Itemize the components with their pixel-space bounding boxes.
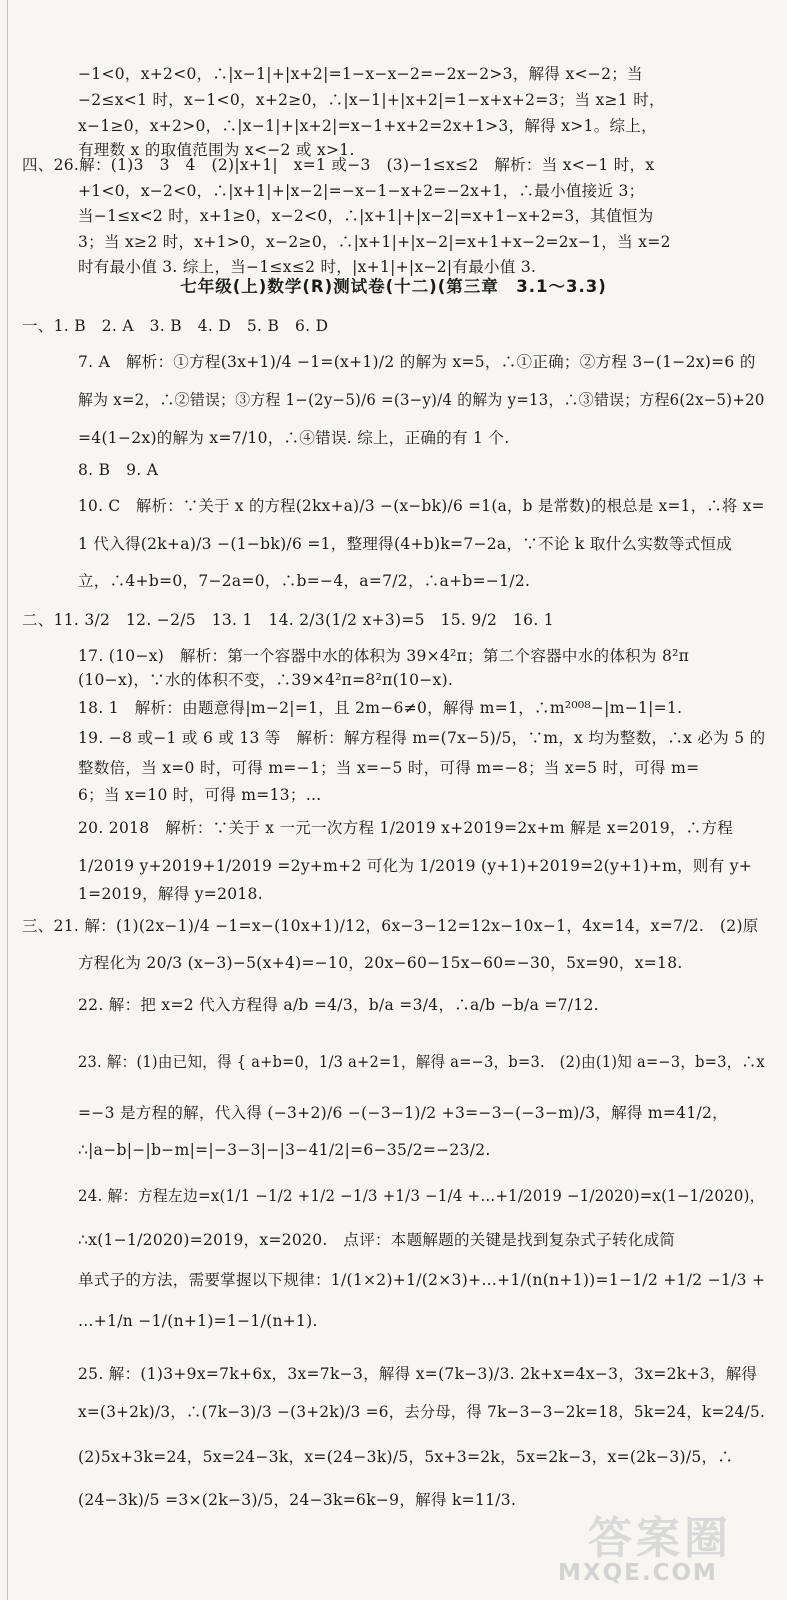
text-line: 3；当 x≥2 时，x+1>0，x−2≥0，∴|x+1|+|x−2|=x+1+x−2=2x−1，当 x=2 xyxy=(78,233,671,251)
text-line: 25. 解：(1)3+9x=7k+6x，3x=7k−3，解得 x=(7k−3)/3. 2k+x=4x−3，3x=2k+3，解得 xyxy=(78,1365,758,1383)
text-line: 19. −8 或−1 或 6 或 13 等 解析：解方程得 m=(7x−5)/5，∵m，x 均为整数，∴x 必为 5 的 xyxy=(78,729,766,747)
watermark-text-bottom: MXQE.COM xyxy=(558,1560,718,1586)
text-line: 方程化为 20/3 (x−3)−5(x+4)=−10，20x−60−15x−60=−30，5x=90，x=18. xyxy=(78,954,683,972)
text-line: 24. 解：方程左边=x(1/1 −1/2 +1/2 −1/3 +1/3 −1/4 +…+1/2019 −1/2020)=x(1−1/2020)， xyxy=(78,1187,765,1205)
text-line: +1<0，x−2<0，∴|x+1|+|x−2|=−x−1−x+2=−2x+1，∴最小值接近 3； xyxy=(78,182,645,200)
text-line: 10. C 解析：∵关于 x 的方程(2kx+a)/3 −(x−bk)/6 =1(a，b 是常数)的根总是 x=1，∴将 x= xyxy=(78,497,765,515)
text-line: −1<0，x+2<0，∴|x−1|+|x+2|=1−x−x−2=−2x−2>3，解得 x<−2；当 xyxy=(78,65,643,83)
text-line: 立，∴4+b=0，7−2a=0，∴b=−4，a=7/2，∴a+b=−1/2. xyxy=(78,572,531,590)
text-line: 当−1≤x<2 时，x+1≥0，x−2<0，∴|x+1|+|x−2|=x+1−x+2=3，其值恒为 xyxy=(78,207,654,225)
text-line: ∴|a−b|−|b−m|=|−3−3|−|3−41/2|=6−35/2=−23/2. xyxy=(78,1141,491,1159)
text-line: (2)5x+3k=24，5x=24−3k，x=(24−3k)/5，5x+3=2k，5x=2k−3，x=(2k−3)/5，∴ xyxy=(78,1448,734,1466)
text-line: 20. 2018 解析：∵关于 x 一元一次方程 1/2019 x+2019=2x+m 解是 x=2019，∴方程 xyxy=(78,819,734,837)
text-line: x=(3+2k)/3，∴(7k−3)/3 −(3+2k)/3 =6，去分母，得 7k−3−3−2k=18，5k=24，k=24/5. xyxy=(78,1403,766,1421)
text-line: 时有最小值 3. 综上，当−1≤x≤2 时，|x+1|+|x−2|有最小值 3. xyxy=(78,258,537,276)
text-line: (24−3k)/5 =3×(2k−3)/5，24−3k=6k−9，解得 k=11/3. xyxy=(78,1491,517,1509)
text-line: 四、26.解：(1)3 3 4 (2)|x+1| x=1 或−3 (3)−1≤x≤2 解析：当 x<−1 时，x xyxy=(22,156,655,174)
text-line: 22. 解：把 x=2 代入方程得 a/b =4/3，b/a =3/4，∴a/b −b/a =7/12. xyxy=(78,996,599,1014)
text-line: =−3 是方程的解，代入得 (−3+2)/6 −(−3−1)/2 +3=−3−(−3−m)/3，解得 m=41/2， xyxy=(78,1104,728,1122)
text-line: 6；当 x=10 时，可得 m=13；… xyxy=(78,786,322,804)
text-line: =4(1−2x)的解为 x=7/10，∴④错误. 综上，正确的有 1 个. xyxy=(78,429,510,447)
binding-margin-line xyxy=(7,0,8,1600)
watermark-text-top: 答案圈 xyxy=(588,1513,732,1564)
text-line: 二、11. 3/2 12. −2/5 13. 1 14. 2/3(1/2 x+3)=5 15. 9/2 16. 1 xyxy=(22,611,554,629)
text-line: 一、1. B 2. A 3. B 4. D 5. B 6. D xyxy=(22,317,329,335)
text-line: 有理数 x 的取值范围为 x<−2 或 x>1. xyxy=(78,141,355,159)
text-line: x−1≥0，x+2>0，∴|x−1|+|x+2|=x−1+x+2=2x+1>3，解得 x>1。综上， xyxy=(78,117,657,135)
text-line: 单式子的方法，需要掌握以下规律：1/(1×2)+1/(2×3)+…+1/(n(n+1))=1−1/2 +1/2 −1/3 + xyxy=(78,1271,766,1289)
text-line: 1/2019 y+2019+1/2019 =2y+m+2 可化为 1/2019 (y+1)+2019=2(y+1)+m，则有 y+ xyxy=(78,857,753,875)
section-title: 七年级(上)数学(R)测试卷(十二)(第三章 3.1～3.3) xyxy=(180,277,607,296)
text-line: 整数倍，当 x=0 时，可得 m=−1；当 x=−5 时，可得 m=−8；当 x=5 时，可得 m= xyxy=(78,759,700,777)
text-line: 三、21. 解：(1)(2x−1)/4 −1=x−(10x+1)/12，6x−3−12=12x−10x−1，4x=14，x=7/2. (2)原 xyxy=(22,917,759,935)
text-line: 18. 1 解析：由题意得|m−2|=1，且 2m−6≠0，解得 m=1，∴m²⁰⁰⁸−|m−1|=1. xyxy=(78,699,683,717)
text-line: 17. (10−x) 解析：第一个容器中水的体积为 39×4²π；第二个容器中水的体积为 8²π xyxy=(78,647,690,665)
text-line: (10−x)，∵水的体积不变，∴39×4²π=8²π(10−x). xyxy=(78,671,454,689)
text-line: 23. 解：(1)由已知，得 { a+b=0，1/3 a+2=1，解得 a=−3，b=3. (2)由(1)知 a=−3，b=3，∴x xyxy=(78,1053,765,1071)
text-line: 解为 x=2，∴②错误；③方程 1−(2y−5)/6 =(3−y)/4 的解为 y=13，∴③错误；方程6(2x−5)+20 xyxy=(78,391,765,409)
text-line: 8. B 9. A xyxy=(78,461,159,479)
text-line: …+1/n −1/(n+1)=1−1/(n+1). xyxy=(78,1312,318,1330)
text-line: ∴x(1−1/2020)=2019，x=2020. 点评：本题解题的关键是找到复杂式子转化成简 xyxy=(78,1231,676,1249)
watermark-logo xyxy=(548,1498,773,1593)
text-line: 1 代入得(2k+a)/3 −(1−bk)/6 =1，整理得(4+b)k=7−2a，∵不论 k 取什么实数等式恒成 xyxy=(78,535,733,553)
text-line: 7. A 解析：①方程(3x+1)/4 −1=(x+1)/2 的解为 x=5，∴①正确；②方程 3−(1−2x)=6 的 xyxy=(78,353,756,371)
text-line: 1=2019，解得 y=2018. xyxy=(78,885,263,903)
text-line: −2≤x<1 时，x−1<0，x+2≥0，∴|x−1|+|x+2|=1−x+x+2=3；当 x≥1 时， xyxy=(78,91,665,109)
